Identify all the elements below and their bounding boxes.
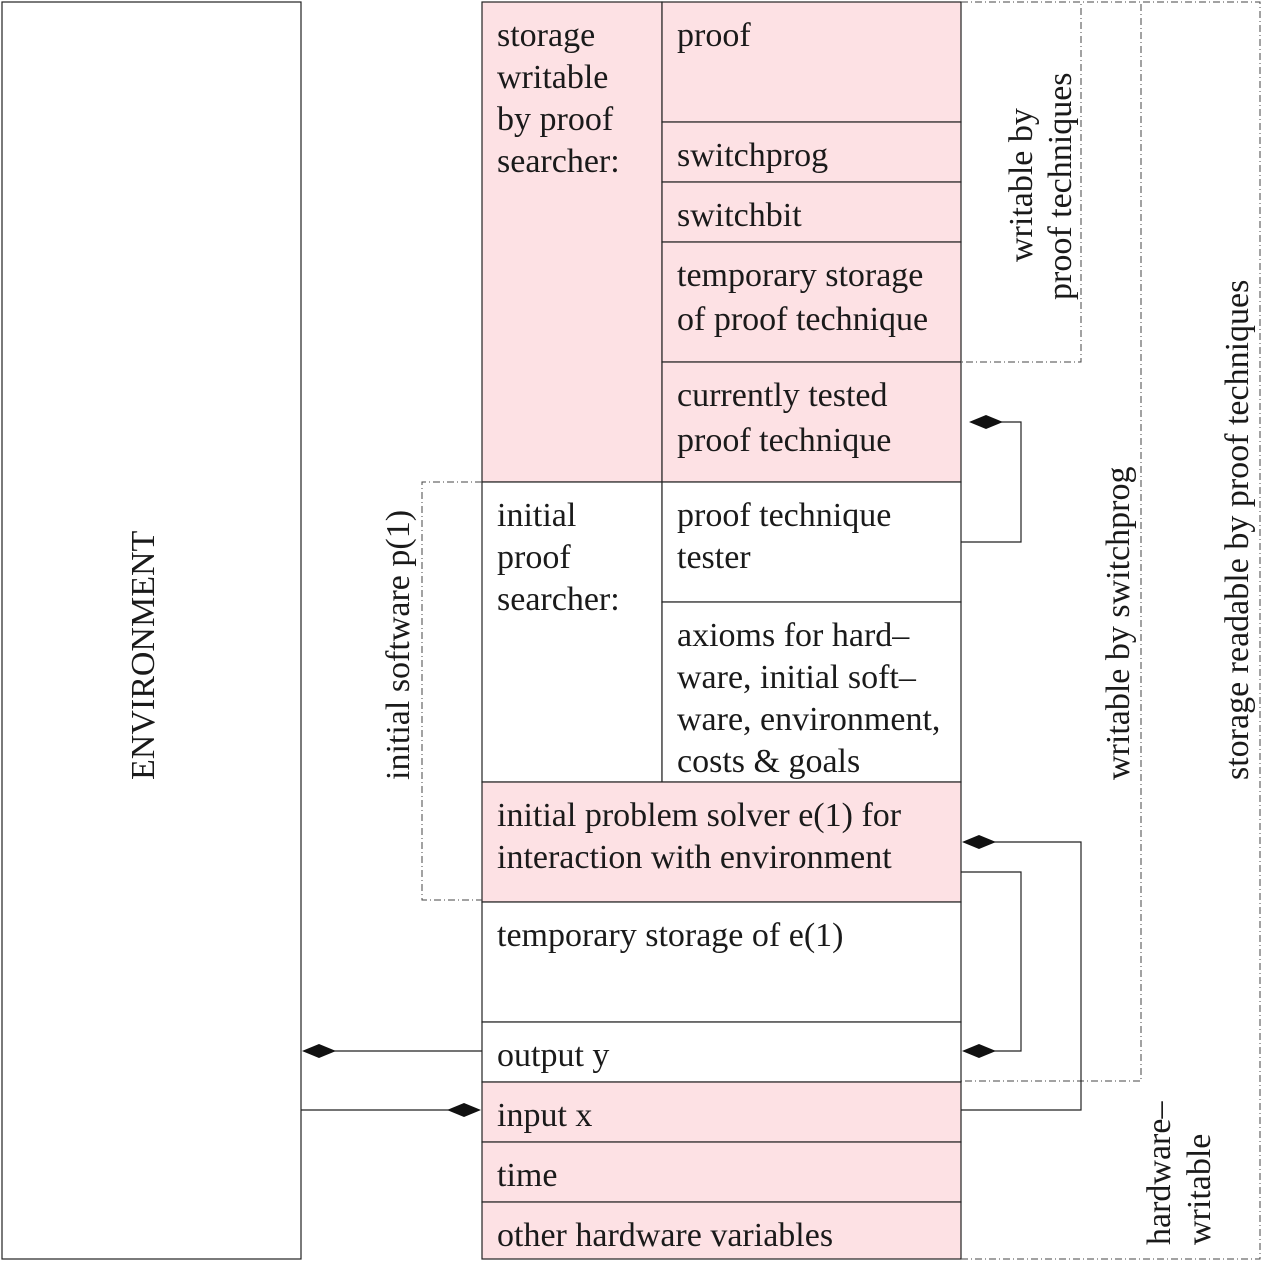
initial-problem-solver-line-2: interaction with environment	[497, 839, 892, 876]
writable-by-proof-techniques-line-2: proof techniques	[1042, 72, 1079, 300]
currently-tested-line-2: proof technique	[677, 422, 892, 459]
storage-writable-line-4: searcher:	[497, 143, 620, 180]
proof-technique-tester-line-1: proof technique	[677, 497, 892, 534]
tester-to-tested-wire	[961, 422, 1021, 542]
initial-problem-solver-line-1: initial problem solver e(1) for	[497, 797, 902, 834]
input-to-solver-arrowhead	[962, 835, 996, 849]
other-hw-label: other hardware variables	[497, 1217, 834, 1254]
axioms-line-2: ware, initial soft–	[677, 659, 916, 696]
initial-software-region	[422, 482, 482, 900]
axioms-line-1: axioms for hard–	[677, 617, 910, 654]
storage-writable-line-1: storage	[497, 17, 596, 54]
environment-to-input-arrowhead	[447, 1103, 481, 1117]
input-x-label: input x	[497, 1097, 593, 1134]
temp-proof-technique-line-1: temporary storage	[677, 257, 924, 294]
time-label: time	[497, 1157, 558, 1194]
switchbit-label: switchbit	[677, 197, 802, 234]
storage-readable-label: storage readable by proof techniques	[1219, 279, 1256, 780]
currently-tested-line-1: currently tested	[677, 377, 888, 414]
hardware-writable-line-1: hardware–	[1141, 1101, 1178, 1245]
output-to-environment-arrowhead	[302, 1044, 336, 1058]
solver-to-output-wire	[961, 872, 1021, 1051]
switchprog-label: switchprog	[677, 137, 829, 174]
axioms-line-4: costs & goals	[677, 743, 861, 780]
initial-proof-searcher-line-3: searcher:	[497, 581, 620, 618]
solver-to-output-arrowhead	[962, 1044, 996, 1058]
axioms-line-3: ware, environment,	[677, 701, 941, 738]
output-y-label: output y	[497, 1037, 610, 1074]
initial-software-label: initial software p(1)	[380, 509, 417, 780]
tester-to-tested-arrowhead	[969, 415, 1003, 429]
writable-by-proof-techniques-line-1: writable by	[1003, 108, 1040, 262]
storage-writable-line-2: writable	[497, 59, 609, 96]
initial-proof-searcher-line-1: initial	[497, 497, 577, 534]
proof-technique-tester-line-2: tester	[677, 539, 751, 576]
temp-e1-label: temporary storage of e(1)	[497, 917, 844, 954]
storage-writable-line-3: by proof	[497, 101, 614, 138]
hardware-writable-line-2: writable	[1181, 1133, 1218, 1245]
initial-proof-searcher-line-2: proof	[497, 539, 571, 576]
environment-label: ENVIRONMENT	[125, 530, 162, 780]
temp-proof-technique-line-2: of proof technique	[677, 301, 929, 338]
proof-label: proof	[677, 17, 751, 54]
writable-by-switchprog-label: writable by switchprog	[1100, 466, 1137, 780]
